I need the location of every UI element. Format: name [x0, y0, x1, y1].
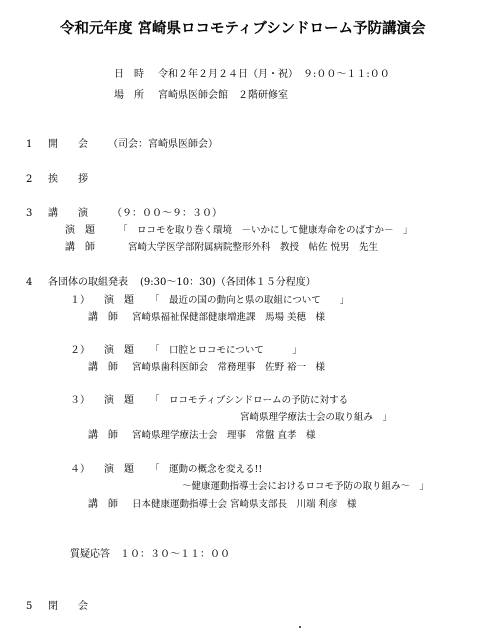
- datetime-value: 令和２年２月２４日（月・祝） ９:００～１１:００: [158, 69, 390, 80]
- item-speaker-label: 講 師: [88, 430, 118, 441]
- item-speaker: 宮崎県理学療法士会 理事 常盤 直孝 様: [132, 430, 316, 441]
- item-title: 「 口腔とロコモについて 」: [150, 345, 302, 356]
- section-time: （９：００～９：３０）: [112, 208, 222, 219]
- item-title: 「 最近の国の動向と県の取組について 」: [150, 295, 350, 306]
- lecture-speaker: 宮崎大学医学部附属病院整形外科 教授 帖佐 悦男 先生: [128, 242, 379, 253]
- item-title-label: 演 題: [104, 395, 134, 406]
- section-time: (9:30～10：30)（各団体１５分程度）: [140, 277, 316, 288]
- datetime-label: 日 時: [114, 69, 144, 80]
- place-label: 場 所: [114, 90, 144, 101]
- section-number: 5: [26, 601, 33, 612]
- item-title-label: 演 題: [104, 295, 134, 306]
- item-speaker-label: 講 師: [88, 362, 118, 373]
- item-title-continued: 宮崎県理学療法士会の取り組み 」: [240, 412, 393, 423]
- section-number: 1: [26, 139, 33, 150]
- section-number: 4: [26, 277, 33, 288]
- lecture-title: 「 ロコモを取り巻く環境 －いかにして健康寿命をのばすか－ 」: [118, 225, 413, 236]
- section-heading: 開 会: [48, 139, 88, 150]
- item-title: 「 ロコモティブシンドロームの予防に対する: [150, 395, 349, 406]
- section-heading: 挨 拶: [48, 174, 88, 185]
- item-title: 「 運動の概念を変える!!: [150, 464, 263, 475]
- item-title-label: 演 題: [104, 345, 134, 356]
- item-speaker-label: 講 師: [88, 312, 118, 323]
- section-heading: 講 演: [48, 208, 88, 219]
- item-speaker: 宮崎県福祉保健部健康増進課 馬場 美穂 様: [132, 312, 326, 323]
- item-title-continued: ～健康運動指導士会におけるロコモ予防の取り組み～ 」: [182, 481, 430, 492]
- section-number: 2: [26, 174, 33, 185]
- place-value: 宮崎県医師会館 ２階研修室: [158, 90, 288, 101]
- section-note: （司会：宮崎県医師会）: [108, 139, 218, 150]
- item-speaker-label: 講 師: [88, 499, 118, 510]
- item-number: ４）: [70, 464, 90, 475]
- item-number: ２）: [70, 345, 90, 356]
- section-number: 3: [26, 208, 33, 219]
- item-speaker: 宮崎県歯科医師会 常務理事 佐野 裕一 様: [132, 362, 326, 373]
- stray-mark: [299, 626, 301, 628]
- item-title-label: 演 題: [104, 464, 134, 475]
- section-heading: 閉 会: [48, 601, 88, 612]
- document-title: 令和元年度 宮崎県ロコモティブシンドローム予防講演会: [60, 21, 426, 37]
- item-number: ３）: [70, 395, 90, 406]
- qa-session: 質疑応答 １０：３０～１１：００: [70, 549, 230, 560]
- item-number: １）: [70, 295, 90, 306]
- section-heading: 各団体の取組発表: [48, 277, 128, 288]
- item-speaker: 日本健康運動指導士会 宮崎県支部長 川端 利彦 様: [132, 499, 357, 510]
- lecture-title-label: 演 題: [65, 225, 95, 236]
- lecture-speaker-label: 講 師: [65, 242, 95, 253]
